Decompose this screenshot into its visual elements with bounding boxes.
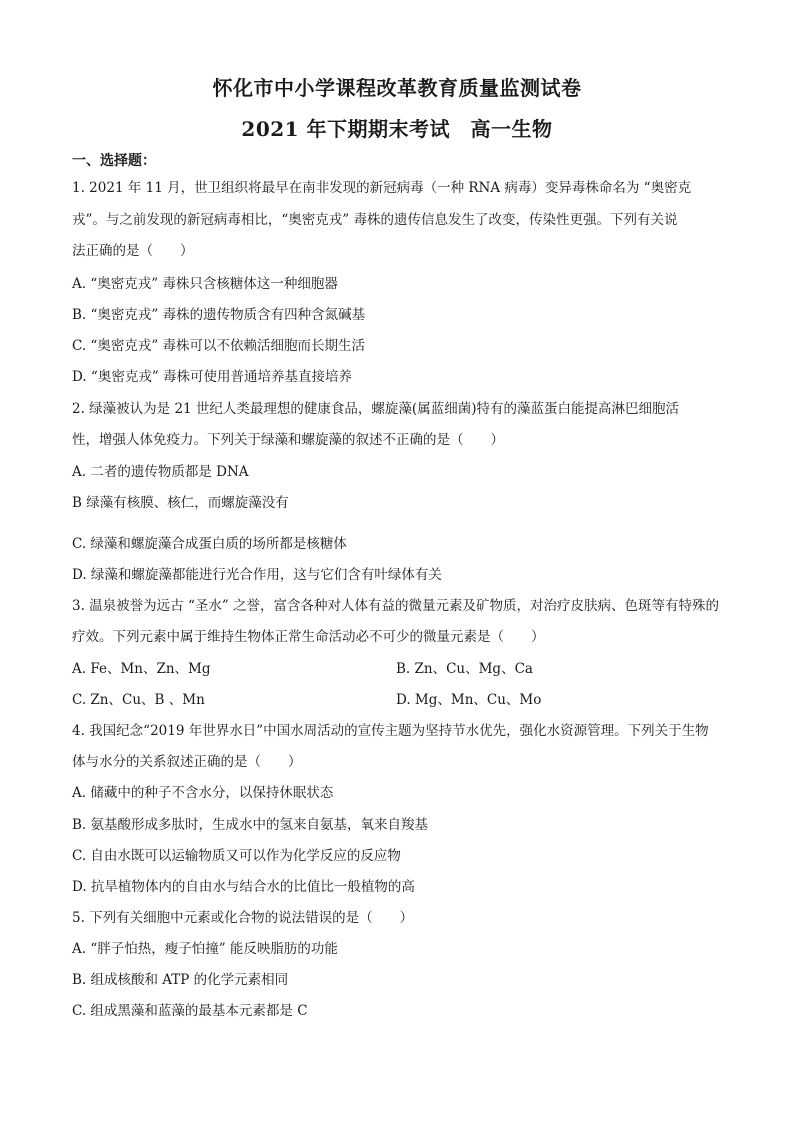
exam-subtitle: 2021 年下期期末考试 高一生物 <box>241 117 553 141</box>
question-1-option-d: D. “奥密克戎” 毒株可使用普通培养基直接培养 <box>72 369 353 385</box>
question-2-option-c: C. 绿藻和螺旋藻合成蛋白质的场所都是核糖体 <box>72 536 347 552</box>
question-2-option-b: B 绿藻有核膜、核仁，而螺旋藻没有 <box>72 495 289 511</box>
question-3-option-a: A. Fe、Mn、Zn、Mg <box>72 661 211 677</box>
question-2-option-a: A. 二者的遗传物质都是 DNA <box>72 464 249 480</box>
question-3-stem-line-1: 3. 温泉被誉为远古 “圣水” 之誉，富含各种对人体有益的微量元素及矿物质，对治疗皮肤病、色斑等有特殊的 <box>72 598 720 614</box>
question-1-option-c: C. “奥密克戎” 毒株可以不依赖活细胞而长期生活 <box>72 338 366 354</box>
question-2-stem-line-2: 性，增强人体免疫力。下列关于绿藻和螺旋藻的叙述不正确的是（ ） <box>72 432 504 448</box>
question-1-option-a: A. “奥密克戎” 毒株只含核糖体这一种细胞器 <box>72 276 338 292</box>
question-4-option-b: B. 氨基酸形成多肽时，生成水中的氢来自氨基，氧来自羧基 <box>72 817 429 833</box>
question-4-option-c: C. 自由水既可以运输物质又可以作为化学反应的反应物 <box>72 848 401 864</box>
question-3-stem-line-2: 疗效。下列元素中属于维持生物体正常生命活动必不可少的微量元素是（ ） <box>72 629 545 645</box>
question-1-stem-line-2: 戎”。与之前发现的新冠病毒相比，“奥密克戎” 毒株的遗传信息发生了改变，传染性更强。下列有关说 <box>72 212 678 228</box>
question-4-stem-line-2: 体与水分的关系叙述正确的是（ ） <box>72 754 302 770</box>
question-2-stem-line-1: 2. 绿藻被认为是 21 世纪人类最理想的健康食品，螺旋藻(属蓝细菌)特有的藻蓝蛋白能提高淋巴细胞活 <box>72 401 679 417</box>
section-heading: 一、选择题： <box>72 153 156 169</box>
question-3-option-d: D. Mg、Mn、Cu、Mo <box>396 692 542 708</box>
question-1-stem-line-3: 法正确的是（ ） <box>72 243 194 259</box>
exam-title: 怀化市中小学课程改革教育质量监测试卷 <box>212 76 582 100</box>
question-1-option-b: B. “奥密克戎” 毒株的遗传物质含有四种含氮碱基 <box>72 307 366 323</box>
question-5-option-a: A. “胖子怕热，瘦子怕撞” 能反映脂肪的功能 <box>72 941 338 957</box>
question-3-option-c: C. Zn、Cu、B 、Mn <box>72 692 205 708</box>
question-5-stem-line-1: 5. 下列有关细胞中元素或化合物的说法错误的是（ ） <box>72 910 414 926</box>
question-4-option-d: D. 抗旱植物体内的自由水与结合水的比值比一般植物的高 <box>72 879 415 895</box>
question-1-stem-line-1: 1. 2021 年 11 月，世卫组织将最早在南非发现的新冠病毒（一种 RNA 病毒）变异毒株命名为 “奥密克 <box>72 180 692 196</box>
question-5-option-b: B. 组成核酸和 ATP 的化学元素相同 <box>72 972 289 988</box>
question-4-stem-line-1: 4. 我国纪念“2019 年世界水日”中国水周活动的宣传主题为坚持节水优先，强化水资源管理。下列关于生物 <box>72 723 709 739</box>
question-4-option-a: A. 储藏中的种子不含水分，以保持休眠状态 <box>72 785 334 801</box>
question-5-option-c: C. 组成黑藻和蓝藻的最基本元素都是 C <box>72 1003 308 1019</box>
question-2-option-d: D. 绿藻和螺旋藻都能进行光合作用，这与它们含有叶绿体有关 <box>72 567 442 583</box>
question-3-option-b: B. Zn、Cu、Mg、Ca <box>396 661 533 677</box>
